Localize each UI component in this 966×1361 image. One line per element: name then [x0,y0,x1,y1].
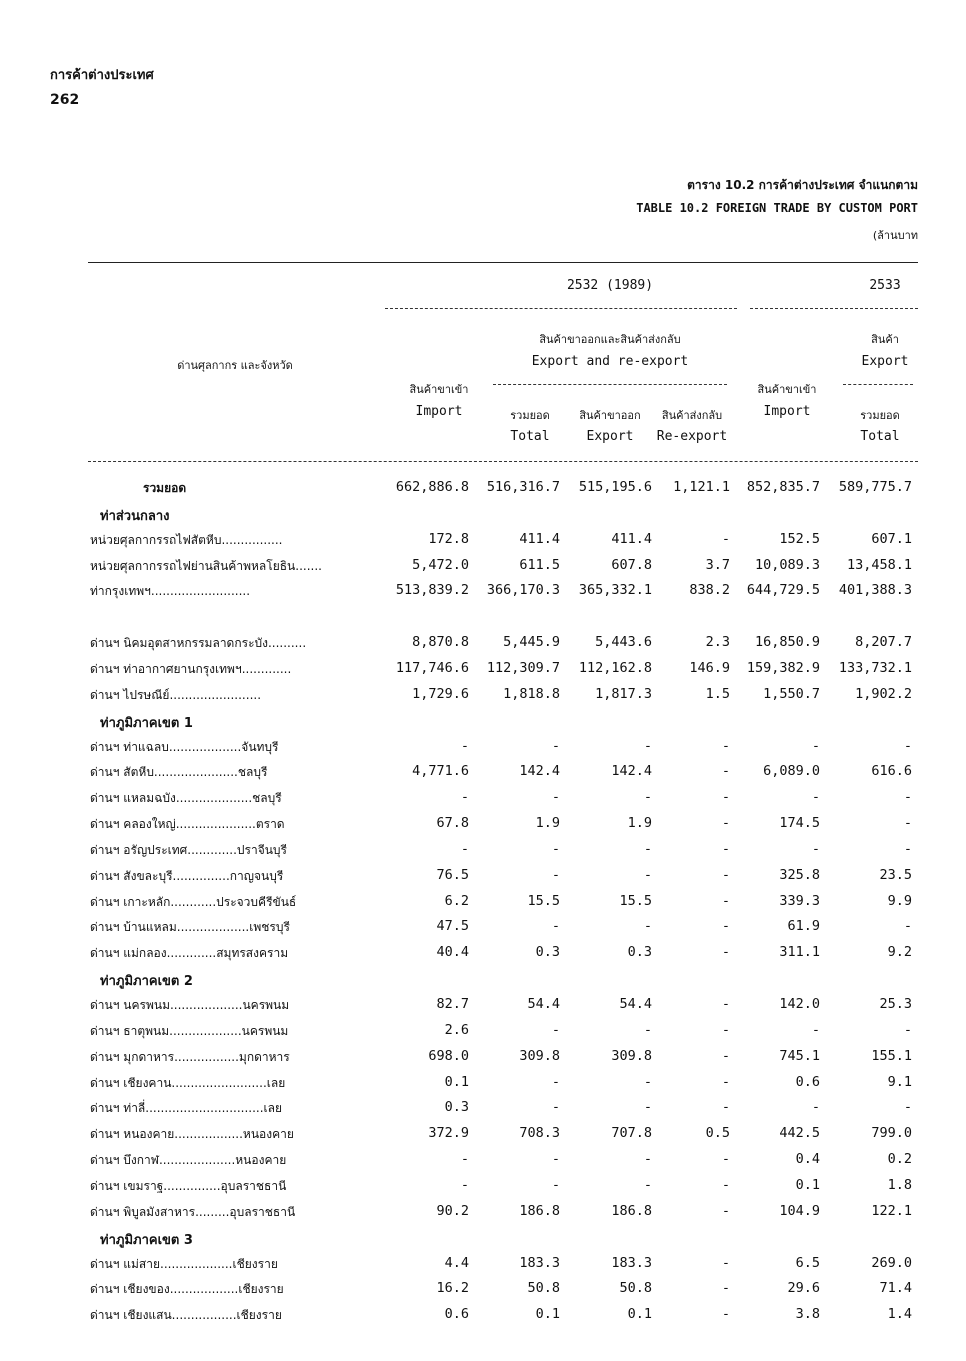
cell-value: - [721,763,730,779]
page-number: 262 [50,92,80,108]
import-header-thai: สินค้าขาเข้า [409,383,469,396]
cell-value: - [721,841,730,857]
cell-value: 133,732.1 [838,660,912,676]
cell-value: - [811,841,820,857]
row-label: ด่านฯ มุกดาหาร.................มุกดาหาร [90,1050,290,1064]
cell-value: 269.0 [871,1255,912,1271]
cell-value: - [551,1177,560,1193]
cell-value: - [643,841,652,857]
cell-value: 4,771.6 [412,763,469,779]
table-row [0,531,966,555]
cell-value: 47.5 [436,918,469,934]
row-label: ด่านฯ บ้านแหลม...................เพชรบุรี [90,920,290,934]
cell-value: 745.1 [779,1048,820,1064]
cell-value: 6,089.0 [763,763,820,779]
cell-value: 513,839.2 [395,582,469,598]
table-row [0,1074,966,1098]
table-row [0,660,966,684]
export2-group-rule [843,384,913,385]
row-label: ด่านฯ เชียงของ..................เชียงราย [90,1282,284,1296]
cell-value: 309.8 [519,1048,560,1064]
total2-header-thai: รวมยอด [860,409,900,422]
cell-value: - [551,841,560,857]
cell-value: 607.1 [871,531,912,547]
cell-value: - [721,531,730,547]
table-title-english: TABLE 10.2 FOREIGN TRADE BY CUSTOM PORT [636,201,918,215]
row-label: ด่านฯ แม่กลอง.............สมุทรสงคราม [90,946,289,960]
cell-value: 9.1 [887,1074,912,1090]
cell-value: 5,472.0 [412,557,469,573]
cell-value: 365,332.1 [578,582,652,598]
row-label: ท่าภูมิภาคเขต 2 [100,974,193,989]
row-label: ท่าส่วนกลาง [100,509,170,524]
export-header-english: Export [586,429,634,444]
cell-value: - [721,1280,730,1296]
cell-value: 29.6 [787,1280,820,1296]
cell-value: 0.1 [535,1306,560,1322]
table-row [0,608,966,632]
cell-value: 16.2 [436,1280,469,1296]
cell-value: - [721,893,730,909]
cell-value: 1,902.2 [855,686,912,702]
cell-value: 54.4 [619,996,652,1012]
cell-value: - [551,789,560,805]
cell-value: - [721,815,730,831]
row-label: ด่านฯ นิคมอุตสาหกรรมลาดกระบัง.......... [90,636,307,650]
table-unit: (ล้านบาท [872,229,918,242]
row-label: รวมยอด [143,481,187,495]
table-row [0,634,966,658]
cell-value: - [903,841,912,857]
cell-value: 2.6 [444,1022,469,1038]
export-group-header-english: Export and re-export [531,354,689,369]
cell-value: 142.4 [611,763,652,779]
cell-value: - [903,1022,912,1038]
cell-value: 309.8 [611,1048,652,1064]
cell-value: - [460,789,469,805]
import2-header-thai: สินค้าขาเข้า [757,383,817,396]
cell-value: 146.9 [689,660,730,676]
cell-value: 112,309.7 [486,660,560,676]
table-row [0,996,966,1020]
table-row [0,789,966,813]
row-label: ด่านฯ ท่าลี่...............................เลย [90,1101,283,1115]
cell-value: 339.3 [779,893,820,909]
cell-value: 183.3 [611,1255,652,1271]
row-label: ด่านฯ เชียงคาน.........................เลย [90,1076,286,1090]
export2-group-header-thai: สินค้า [871,333,899,346]
cell-value: 708.3 [519,1125,560,1141]
section-row [0,505,966,529]
row-label: ด่านฯ อรัญประเทศ.............ปราจีนบุรี [90,843,287,857]
reexport-header-thai: สินค้าส่งกลับ [661,409,723,422]
row-label: ด่านฯ เขมราฐ...............อุบลราชธานี [90,1179,287,1193]
cell-value: 607.8 [611,557,652,573]
cell-value: 23.5 [879,867,912,883]
header-bottom-rule [88,461,918,462]
cell-value: - [721,1048,730,1064]
row-label: ด่านฯ หนองคาย..................หนองคาย [90,1127,294,1141]
cell-value: 15.5 [527,893,560,909]
cell-value: 50.8 [527,1280,560,1296]
cell-value: 611.5 [519,557,560,573]
cell-value: 172.8 [428,531,469,547]
cell-value: 0.1 [627,1306,652,1322]
table-row [0,1022,966,1046]
cell-value: 3.7 [705,557,730,573]
cell-value: 142.0 [779,996,820,1012]
cell-value: - [721,1177,730,1193]
row-label: ด่านฯ เชียงแสน.................เชียงราย [90,1308,282,1322]
row-label: ด่านฯ แม่สาย...................เชียงราย [90,1257,278,1271]
row-label: ด่านฯ เกาะหลัก............ประจวบคีรีขันธ์ [90,895,297,909]
reexport-header-english: Re-export [656,429,728,444]
row-label: ด่านฯ ไปรษณีย์........................ [90,688,262,702]
cell-value: 0.3 [627,944,652,960]
cell-value: - [721,1099,730,1115]
cell-value: - [721,1255,730,1271]
table-row [0,1255,966,1279]
row-label: ด่านฯ พิบูลมังสาหาร.........อุบลราชธานี [90,1205,296,1219]
table-row [0,841,966,865]
cell-value: 142.4 [519,763,560,779]
row-label: หน่วยศุลกากรรถไฟย่านสินค้าพหลโยธิน....... [90,559,322,573]
table-top-rule [88,262,918,263]
cell-value: 54.4 [527,996,560,1012]
export2-group-header-english: Export [861,354,909,369]
cell-value: 155.1 [871,1048,912,1064]
cell-value: 0.6 [444,1306,469,1322]
cell-value: - [721,867,730,883]
cell-value: 372.9 [428,1125,469,1141]
row-label: ด่านฯ ท่าแฉลบ...................จันทบุรี [90,740,279,754]
cell-value: - [551,918,560,934]
cell-value: - [551,867,560,883]
table-row [0,738,966,762]
row-label: ด่านฯ บึงกาฬ....................หนองคาย [90,1153,287,1167]
cell-value: 174.5 [779,815,820,831]
cell-value: - [643,1099,652,1115]
cell-value: 411.4 [519,531,560,547]
cell-value: 311.1 [779,944,820,960]
cell-value: 852,835.7 [746,479,820,495]
row-label: ด่านฯ สังขละบุรี...............กาญจนบุรี [90,869,284,883]
row-label: ด่านฯ ธาตุพนม...................นครพนม [90,1024,289,1038]
cell-value: - [903,738,912,754]
cell-value: - [721,1151,730,1167]
cell-value: - [643,789,652,805]
cell-value: 366,170.3 [486,582,560,598]
cell-value: - [721,1022,730,1038]
cell-value: 1.5 [705,686,730,702]
cell-value: 644,729.5 [746,582,820,598]
table-row [0,1048,966,1072]
import2-header-english: Import [763,404,811,419]
cell-value: 5,443.6 [595,634,652,650]
row-label: ด่านฯ ท่าอากาศยานกรุงเทพฯ............. [90,662,292,676]
cell-value: 2.3 [705,634,730,650]
row-label: หน่วยศุลกากรรถไฟสัตหีบ................ [90,533,283,547]
cell-value: 1,818.8 [503,686,560,702]
row-label: ท่าภูมิภาคเขต 1 [100,716,193,731]
cell-value: 1,121.1 [673,479,730,495]
port-column-header: ด่านศุลกากร และจังหวัด [177,359,293,372]
cell-value: 698.0 [428,1048,469,1064]
cell-value: 8,207.7 [855,634,912,650]
row-label: ท่าภูมิภาคเขต 3 [100,1233,193,1248]
cell-value: 662,886.8 [395,479,469,495]
cell-value: 0.3 [444,1099,469,1115]
cell-value: 16,850.9 [754,634,820,650]
table-row [0,582,966,606]
cell-value: - [643,1022,652,1038]
cell-value: 0.6 [795,1074,820,1090]
cell-value: - [460,841,469,857]
table-row [0,1203,966,1227]
cell-value: 0.5 [705,1125,730,1141]
year-1990-rule [750,308,918,309]
table-row [0,944,966,968]
cell-value: - [903,815,912,831]
cell-value: - [903,789,912,805]
cell-value: 515,195.6 [578,479,652,495]
cell-value: - [551,1099,560,1115]
cell-value: 401,388.3 [838,582,912,598]
cell-value: - [903,1099,912,1115]
cell-value: 5,445.9 [503,634,560,650]
table-row [0,1306,966,1330]
cell-value: 0.4 [795,1151,820,1167]
cell-value: - [643,738,652,754]
cell-value: - [643,1074,652,1090]
cell-value: 9.9 [887,893,912,909]
cell-value: - [721,738,730,754]
row-label: ท่ากรุงเทพฯ.......................... [90,584,251,598]
table-row [0,1177,966,1201]
total-row [0,479,966,503]
cell-value: - [721,996,730,1012]
row-label: ด่านฯ แหลมฉบัง....................ชลบุรี [90,791,282,805]
cell-value: 104.9 [779,1203,820,1219]
cell-value: 8,870.8 [412,634,469,650]
cell-value: - [903,918,912,934]
cell-value: 67.8 [436,815,469,831]
cell-value: 0.1 [795,1177,820,1193]
cell-value: 616.6 [871,763,912,779]
cell-value: 90.2 [436,1203,469,1219]
cell-value: 25.3 [879,996,912,1012]
total-header-english: Total [510,429,550,444]
cell-value: 411.4 [611,531,652,547]
cell-value: 9.2 [887,944,912,960]
cell-value: 183.3 [519,1255,560,1271]
cell-value: 1,729.6 [412,686,469,702]
cell-value: 1,550.7 [763,686,820,702]
row-label: ด่านฯ นครพนม...................นครพนม [90,998,290,1012]
cell-value: - [643,1151,652,1167]
cell-value: 442.5 [779,1125,820,1141]
table-row [0,918,966,942]
cell-value: - [811,1022,820,1038]
table-row [0,763,966,787]
table-row [0,686,966,710]
cell-value: - [551,1022,560,1038]
cell-value: 112,162.8 [578,660,652,676]
cell-value: 40.4 [436,944,469,960]
section-row [0,1229,966,1253]
cell-value: 1.8 [887,1177,912,1193]
cell-value: - [643,867,652,883]
cell-value: - [721,789,730,805]
cell-value: 707.8 [611,1125,652,1141]
cell-value: 799.0 [871,1125,912,1141]
section-row [0,970,966,994]
cell-value: - [811,1099,820,1115]
cell-value: - [721,918,730,934]
cell-value: 122.1 [871,1203,912,1219]
export-group-header-thai: สินค้าขาออกและสินค้าส่งกลับ [539,333,681,346]
cell-value: 516,316.7 [486,479,560,495]
cell-value: 325.8 [779,867,820,883]
cell-value: 117,746.6 [395,660,469,676]
year-1989-rule [385,308,737,309]
table-row [0,1125,966,1149]
cell-value: - [721,1203,730,1219]
table-row [0,893,966,917]
table-row [0,1151,966,1175]
export-group-rule [493,384,727,385]
cell-value: 1.9 [627,815,652,831]
total-header-thai: รวมยอด [510,409,550,422]
table-row [0,557,966,581]
cell-value: 50.8 [619,1280,652,1296]
cell-value: 3.8 [795,1306,820,1322]
table-row [0,815,966,839]
cell-value: - [721,944,730,960]
row-label: ด่านฯ สัตหีบ......................ชลบุรี [90,765,268,779]
cell-value: - [551,1074,560,1090]
cell-value: 0.1 [444,1074,469,1090]
cell-value: - [721,1074,730,1090]
cell-value: 10,089.3 [754,557,820,573]
cell-value: 15.5 [619,893,652,909]
cell-value: - [460,1177,469,1193]
cell-value: 13,458.1 [846,557,912,573]
table-row [0,1280,966,1304]
cell-value: 0.3 [535,944,560,960]
cell-value: 152.5 [779,531,820,547]
section-row [0,712,966,736]
cell-value: 1.9 [535,815,560,831]
cell-value: - [811,789,820,805]
cell-value: - [460,1151,469,1167]
table-row [0,1099,966,1123]
cell-value: 1.4 [887,1306,912,1322]
cell-value: - [460,738,469,754]
cell-value: 6.5 [795,1255,820,1271]
cell-value: 4.4 [444,1255,469,1271]
cell-value: - [551,1151,560,1167]
year-1990-header: 2533 [869,278,901,293]
cell-value: 6.2 [444,893,469,909]
cell-value: 82.7 [436,996,469,1012]
import-header-english: Import [415,404,463,419]
table-row [0,867,966,891]
cell-value: 1,817.3 [595,686,652,702]
cell-value: - [643,918,652,934]
running-head: การค้าต่างประเทศ [50,68,154,83]
cell-value: 186.8 [611,1203,652,1219]
cell-value: - [811,738,820,754]
export-header-thai: สินค้าขาออก [579,409,641,422]
table-title-thai: ตาราง 10.2 การค้าต่างประเทศ จำแนกตาม [687,178,918,192]
year-1989-header: 2532 (1989) [566,278,654,293]
row-label: ด่านฯ คลองใหญ่.....................ตราด [90,817,285,831]
cell-value: 61.9 [787,918,820,934]
cell-value: 0.2 [887,1151,912,1167]
cell-value: - [643,1177,652,1193]
cell-value: 159,382.9 [746,660,820,676]
cell-value: 838.2 [689,582,730,598]
cell-value: 71.4 [879,1280,912,1296]
total2-header-english: Total [860,429,900,444]
cell-value: - [551,738,560,754]
cell-value: 589,775.7 [838,479,912,495]
cell-value: - [721,1306,730,1322]
cell-value: 186.8 [519,1203,560,1219]
cell-value: 76.5 [436,867,469,883]
